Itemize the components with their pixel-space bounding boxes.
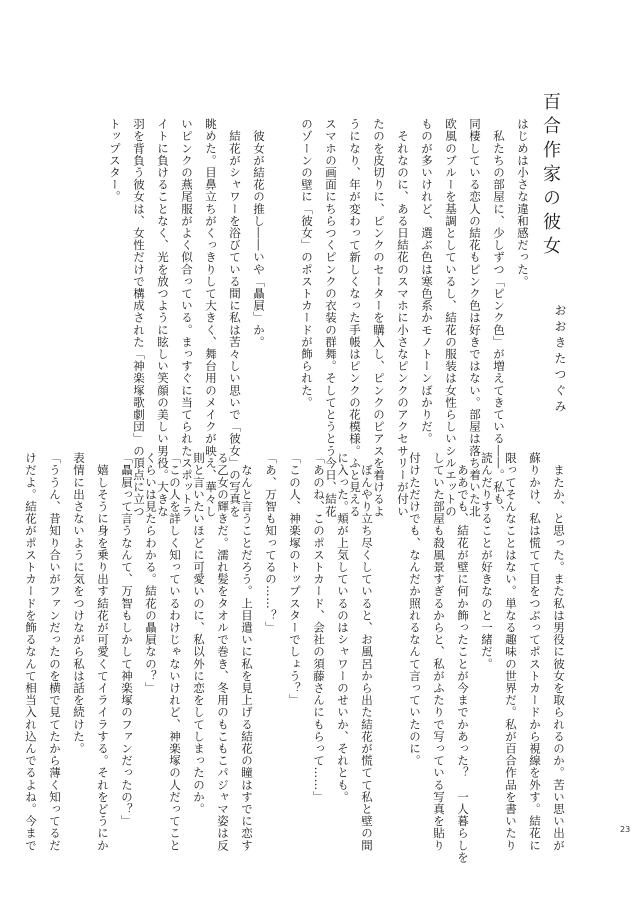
text-line: ぼんやり立ち尽くしていると、お風呂から出た結花が慌てて私と壁の間 — [360, 452, 374, 852]
text-line: 彼女が結花の推し――いや「贔屓」か。 — [252, 118, 266, 348]
upper-text-block — [94, 118, 534, 518]
text-line: またか、と思った。また私は男役に彼女を取られるのか。苦い思い出が — [552, 452, 566, 852]
text-line: 読んだりすることが好きなのと一緒だ。 — [480, 452, 494, 670]
author-name: おおきたつぐみ — [553, 304, 567, 416]
text-line: 「あ、万智も知ってるの……？」 — [264, 452, 278, 634]
text-line: 蘇りかけ、私は慌てて目をつぶってポストカードから視線を外す。結花に — [528, 452, 542, 852]
text-line: 「ううん、昔知り合いがファンだったのを横で見てたから薄く知ってるだ — [48, 452, 62, 852]
text-line: 眺めた。目鼻立ちがくっきりして大きく、舞台用のメイクが映え、華々し — [204, 118, 218, 518]
text-line: 「贔屓って言うなんて、万智もしかして神楽塚のファンだったの？」 — [120, 452, 134, 828]
text-line: イトに負けることなく、光を放つように眩しい笑顔の美しい男役。大きな — [156, 118, 170, 518]
text-line: スマホの画面にちらつくピンクの衣装の群舞。そしてとうとう今日、結花 — [324, 118, 338, 518]
text-line: 「あのね、このポストカード、会社の須藤さんにもらって……」 — [312, 452, 326, 803]
lower-text-block — [24, 452, 570, 864]
text-line: していた部屋も殺風景すぎるからと、私がふたりで写っている写真を貼り — [432, 452, 446, 852]
text-line: 「この人を詳しく知っているわけじゃないけれど、神楽塚の人だってこと — [168, 452, 182, 852]
text-line: 同棲している恋人の結花もピンク色は好きではない。部屋は落ち着いた北 — [468, 118, 482, 518]
text-line: 結花がシャワーを浴びている間に私は苦々しい思いで「彼女」の写真を — [228, 118, 242, 518]
text-line: 表情に出さないように気をつけながら私は話を続けた。 — [72, 452, 86, 755]
text-line: 欧風のブルーを基調としているし、結花の服装は女性らしいシルエットの — [444, 118, 458, 518]
text-line: たのを皮切りに、ピンクのセーターを購入し、ピンクのピアスを着けるよ — [372, 118, 386, 518]
text-line: ものが多いけれど、選ぶ色は寒色系かモノトーンばかりだ。 — [420, 118, 434, 445]
text-line: うになり、年が変わって新しくなった手帳はピンクの花模様。ふと見える — [348, 118, 362, 518]
story-title: 百合作家の彼女 — [539, 92, 561, 260]
text-line: くらいは見たらわかる。結花の贔屓なの？」 — [144, 452, 158, 694]
text-line: 私たちの部屋に、少しずつ「ピンク色」が増えてきている――。私も、 — [492, 118, 506, 518]
text-line: 嬉しそうに身を乗り出す結花が可愛くてイライラする。それをどうにか — [96, 452, 110, 852]
text-line: はじめは小さな違和感だった。 — [516, 118, 530, 288]
text-line: 限ってそんなことはない。単なる趣味の世界だ。私が百合作品を書いたり — [504, 452, 518, 852]
text-line: それなのに、ある日結花のスマホに小さなピンクのアクセサリーが付い — [396, 118, 410, 518]
text-line: トップスター。 — [108, 118, 122, 203]
text-line: けだよ。結花がポストカードを飾るなんて相当入れ込んでるよね。今まで — [24, 452, 38, 852]
text-line: のゾーンの壁に「彼女」のポストカードが飾られた。 — [300, 118, 314, 409]
text-line: なんと言うことだろう。上目遣いに私を見上げる結花の瞳はすでに恋す — [240, 452, 254, 852]
text-line: 羽を背負う彼女は、女性だけで構成された「神楽塚歌劇団」の頂点に立つ — [132, 118, 146, 518]
page-number: 23 — [620, 825, 631, 834]
text-line: に入った。頬が上気しているのはシャワーのせいか、それとも。 — [336, 452, 350, 803]
text-line: 「この人、神楽塚のトップスターでしょう？」 — [288, 452, 302, 707]
text-line: る乙女の輝きだ。濡れ髪をタオルで巻き、冬用のもこもこパジャマ姿は反 — [216, 452, 230, 852]
text-line: 付けただけでも、なんだか照れるなんて言っていたのに。 — [408, 452, 422, 767]
text-line: いピンクの燕尾服がよく似合っている。まっすぐに当てられたスポットラ — [180, 118, 194, 518]
text-line: ああでも、結花が壁に何か飾ったことが今までかあった？ 一人暮らしを — [456, 452, 470, 864]
text-line: 則と言いたいほどに可愛いのに、私以外に恋をしてしまったのか。 — [192, 452, 206, 815]
